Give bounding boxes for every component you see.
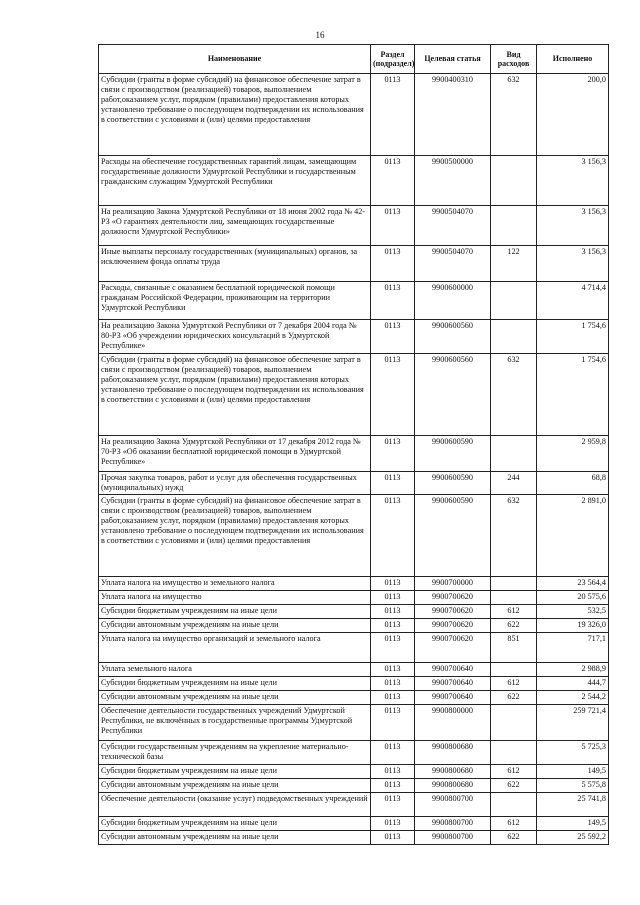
row-name: Субсидии автономным учреждениям на иные цели (99, 691, 371, 705)
header-section: Раздел (подраздел) (371, 45, 415, 74)
row-expense-type: 632 (491, 354, 537, 436)
row-section: 0113 (371, 354, 415, 436)
row-name: Прочая закупка товаров, работ и услуг для обеспечения государственных (муниципальных) нужд (99, 472, 371, 495)
row-executed: 200,0 (537, 74, 609, 156)
row-executed: 149,5 (537, 765, 609, 779)
row-executed: 3 156,3 (537, 206, 609, 246)
row-section: 0113 (371, 817, 415, 831)
row-section: 0113 (371, 472, 415, 495)
budget-execution-table (98, 44, 609, 845)
table-row (99, 691, 609, 705)
row-target-article: 9900800680 (415, 741, 491, 765)
table-row (99, 472, 609, 495)
row-name: Субсидии бюджетным учреждениям на иные цели (99, 765, 371, 779)
row-name: Уплата налога на имущество организаций и земельного налога (99, 633, 371, 663)
row-section: 0113 (371, 831, 415, 845)
row-executed: 4 714,4 (537, 282, 609, 320)
row-executed: 1 754,6 (537, 354, 609, 436)
row-name: Субсидии (гранты в форме субсидий) на финансовое обеспечение затрат в связи с производством (реализацией) товаров, выполнением работ,оказанием услуг, порядком (правилами) предоставления которых установлено требование о последующем подтверждении их использования в соответствии с условиями и (или) целями предоставления (99, 354, 371, 436)
row-name: Уплата земельного налога (99, 663, 371, 677)
row-target-article: 9900600590 (415, 495, 491, 577)
table-row (99, 765, 609, 779)
row-name: Уплата налога на имущество и земельного налога (99, 577, 371, 591)
header-expense-type: Вид расходов (491, 45, 537, 74)
row-section: 0113 (371, 677, 415, 691)
row-name: Субсидии бюджетным учреждениям на иные цели (99, 817, 371, 831)
row-target-article: 9900700000 (415, 577, 491, 591)
row-name: Субсидии автономным учреждениям на иные цели (99, 831, 371, 845)
row-section: 0113 (371, 619, 415, 633)
row-target-article: 9900800700 (415, 817, 491, 831)
row-expense-type: 622 (491, 779, 537, 793)
row-name: Уплата налога на имущество (99, 591, 371, 605)
row-section: 0113 (371, 765, 415, 779)
row-section: 0113 (371, 282, 415, 320)
row-executed: 5 575,8 (537, 779, 609, 793)
row-section: 0113 (371, 577, 415, 591)
table-row (99, 619, 609, 633)
row-section: 0113 (371, 633, 415, 663)
row-target-article: 9900500000 (415, 156, 491, 206)
row-section: 0113 (371, 779, 415, 793)
row-target-article: 9900800680 (415, 779, 491, 793)
table-row (99, 436, 609, 472)
table-row (99, 605, 609, 619)
row-expense-type (491, 663, 537, 677)
row-target-article: 9900600590 (415, 436, 491, 472)
row-target-article: 9900800700 (415, 831, 491, 845)
row-name: На реализацию Закона Удмуртской Республики от 17 декабря 2012 года № 70-РЗ «Об оказании бесплатной юридической помощи в Удмуртской Республике» (99, 436, 371, 472)
row-section: 0113 (371, 246, 415, 282)
row-section: 0113 (371, 605, 415, 619)
table-row (99, 495, 609, 577)
row-executed: 259 721,4 (537, 705, 609, 741)
row-executed: 717,1 (537, 633, 609, 663)
table-row (99, 663, 609, 677)
row-executed: 25 592,2 (537, 831, 609, 845)
row-executed: 20 575,6 (537, 591, 609, 605)
row-expense-type: 612 (491, 817, 537, 831)
row-name: На реализацию Закона Удмуртской Республики от 7 декабря 2004 года № 80-РЗ «Об учреждении юридических консультаций в Удмуртской Республике» (99, 320, 371, 354)
row-target-article: 9900700640 (415, 691, 491, 705)
row-expense-type: 122 (491, 246, 537, 282)
row-executed: 149,5 (537, 817, 609, 831)
row-executed: 25 741,8 (537, 793, 609, 817)
row-target-article: 9900800700 (415, 793, 491, 817)
row-name: Обеспечение деятельности (оказание услуг) подведомственных учреждений (99, 793, 371, 817)
row-name: Расходы на обеспечение государственных гарантий лицам, замещающим государственные должности Удмуртской Республики и государственным гражданским служащим Удмуртской Республики (99, 156, 371, 206)
table-row (99, 320, 609, 354)
row-expense-type (491, 282, 537, 320)
table-row (99, 677, 609, 691)
row-section: 0113 (371, 663, 415, 677)
row-expense-type: 622 (491, 691, 537, 705)
row-target-article: 9900600590 (415, 472, 491, 495)
row-executed: 2 988,9 (537, 663, 609, 677)
row-executed: 2 544,2 (537, 691, 609, 705)
row-name: Субсидии автономным учреждениям на иные цели (99, 619, 371, 633)
row-section: 0113 (371, 705, 415, 741)
row-target-article: 9900700620 (415, 605, 491, 619)
row-expense-type: 612 (491, 677, 537, 691)
row-section: 0113 (371, 436, 415, 472)
row-executed: 532,5 (537, 605, 609, 619)
row-name: Субсидии государственным учреждениям на укрепление материально-технической базы (99, 741, 371, 765)
row-executed: 68,8 (537, 472, 609, 495)
row-expense-type (491, 320, 537, 354)
row-section: 0113 (371, 206, 415, 246)
row-target-article: 9900700620 (415, 591, 491, 605)
header-executed: Исполнено (537, 45, 609, 74)
table-row (99, 577, 609, 591)
row-expense-type: 612 (491, 765, 537, 779)
row-target-article: 9900700640 (415, 663, 491, 677)
row-name: Субсидии бюджетным учреждениям на иные цели (99, 605, 371, 619)
row-section: 0113 (371, 74, 415, 156)
row-target-article: 9900600560 (415, 354, 491, 436)
row-executed: 1 754,6 (537, 320, 609, 354)
header-name: Наименование (99, 45, 371, 74)
table-body (99, 74, 609, 845)
row-name: Обеспечение деятельности государственных учреждений Удмуртской Республики, не включённых в государственные программы Удмуртской Республики (99, 705, 371, 741)
row-name: Расходы, связанные с оказанием бесплатной юридической помощи гражданам Российской Федерации, проживающим на территории Удмуртской Республики (99, 282, 371, 320)
row-expense-type: 632 (491, 74, 537, 156)
table-row (99, 246, 609, 282)
row-target-article: 9900700640 (415, 677, 491, 691)
table-row (99, 817, 609, 831)
row-executed: 2 891,0 (537, 495, 609, 577)
table-row (99, 156, 609, 206)
table-row (99, 74, 609, 156)
row-executed: 3 156,3 (537, 156, 609, 206)
row-expense-type (491, 591, 537, 605)
row-expense-type (491, 705, 537, 741)
table-row (99, 354, 609, 436)
row-executed: 5 725,3 (537, 741, 609, 765)
row-section: 0113 (371, 156, 415, 206)
row-expense-type: 622 (491, 831, 537, 845)
row-executed: 19 326,0 (537, 619, 609, 633)
row-name: На реализацию Закона Удмуртской Республики от 18 июня 2002 года № 42-РЗ «О гарантиях деятельности лиц, замещающих государственные должности Удмуртской Республики» (99, 206, 371, 246)
page-number: 16 (315, 30, 325, 40)
row-expense-type: 244 (491, 472, 537, 495)
table-row (99, 591, 609, 605)
row-name: Субсидии бюджетным учреждениям на иные цели (99, 677, 371, 691)
table-row (99, 831, 609, 845)
row-section: 0113 (371, 691, 415, 705)
row-expense-type: 851 (491, 633, 537, 663)
row-section: 0113 (371, 793, 415, 817)
row-expense-type (491, 793, 537, 817)
row-expense-type (491, 156, 537, 206)
row-target-article: 9900600560 (415, 320, 491, 354)
row-expense-type (491, 206, 537, 246)
table-header-row (99, 45, 609, 74)
row-section: 0113 (371, 741, 415, 765)
row-expense-type (491, 577, 537, 591)
header-target-article: Целевая статья (415, 45, 491, 74)
row-section: 0113 (371, 320, 415, 354)
row-section: 0113 (371, 495, 415, 577)
table-row (99, 779, 609, 793)
row-target-article: 9900600000 (415, 282, 491, 320)
row-target-article: 9900700620 (415, 633, 491, 663)
row-expense-type: 622 (491, 619, 537, 633)
row-target-article: 9900700620 (415, 619, 491, 633)
row-expense-type (491, 741, 537, 765)
row-name: Субсидии (гранты в форме субсидий) на финансовое обеспечение затрат в связи с производством (реализацией) товаров, выполнением работ,оказанием услуг, порядком (правилами) предоставления которых установлено требование о последующем подтверждении их использования в соответствии с условиями и (или) целями предоставления (99, 74, 371, 156)
row-target-article: 9900800000 (415, 705, 491, 741)
row-name: Иные выплаты персоналу государственных (муниципальных) органов, за исключением фонда оплаты труда (99, 246, 371, 282)
row-expense-type: 612 (491, 605, 537, 619)
row-executed: 23 564,4 (537, 577, 609, 591)
row-target-article: 9900504070 (415, 206, 491, 246)
row-target-article: 9900400310 (415, 74, 491, 156)
row-name: Субсидии автономным учреждениям на иные цели (99, 779, 371, 793)
row-executed: 444,7 (537, 677, 609, 691)
table-row (99, 282, 609, 320)
row-target-article: 9900504070 (415, 246, 491, 282)
row-executed: 3 156,3 (537, 246, 609, 282)
table-row (99, 705, 609, 741)
row-name: Субсидии (гранты в форме субсидий) на финансовое обеспечение затрат в связи с производством (реализацией) товаров, выполнением работ,оказанием услуг, порядком (правилами) предоставления которых установлено требование о последующем подтверждении их использования в соответствии с условиями и (или) целями предоставления (99, 495, 371, 577)
table-row (99, 793, 609, 817)
row-executed: 2 959,8 (537, 436, 609, 472)
table-row (99, 206, 609, 246)
row-expense-type: 632 (491, 495, 537, 577)
row-target-article: 9900800680 (415, 765, 491, 779)
table-row (99, 741, 609, 765)
table-row (99, 633, 609, 663)
row-expense-type (491, 436, 537, 472)
row-section: 0113 (371, 591, 415, 605)
